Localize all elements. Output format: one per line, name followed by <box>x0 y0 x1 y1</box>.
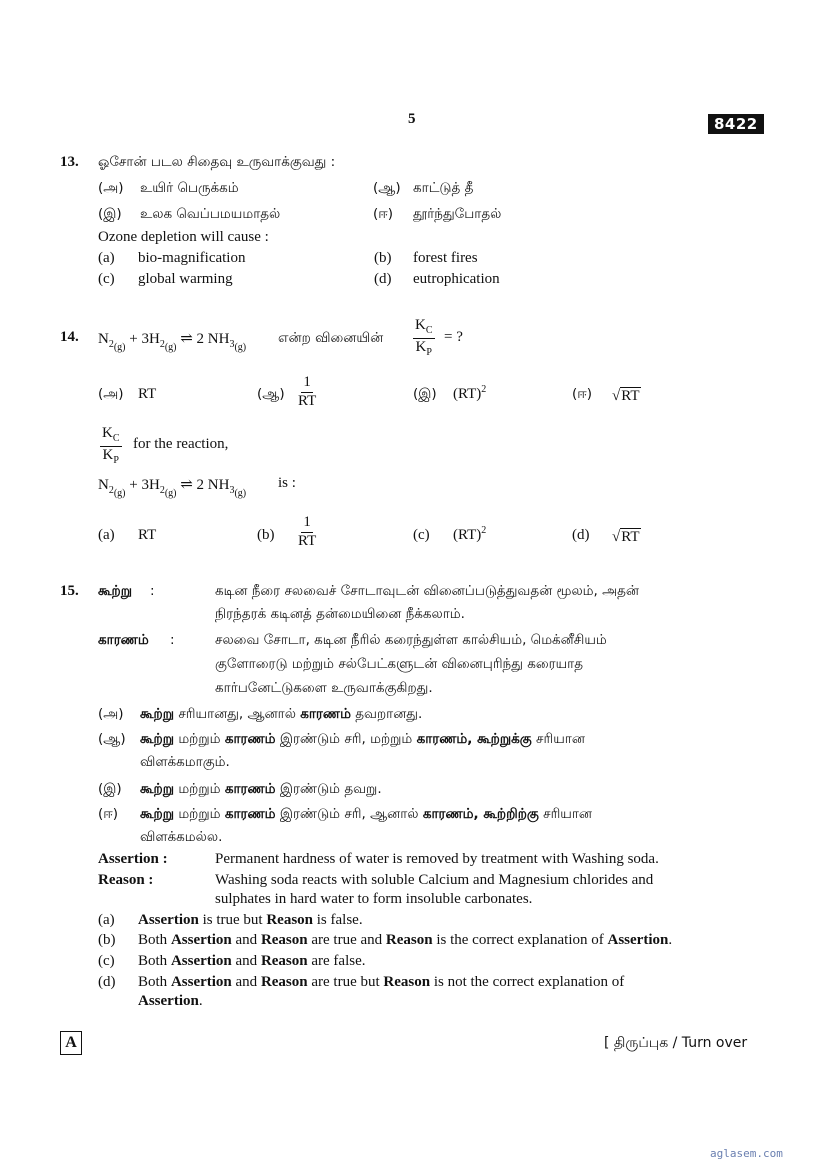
option-label: (இ) <box>413 386 437 402</box>
question-text-english: for the reaction, <box>133 436 229 452</box>
option-rt: RT <box>138 527 157 543</box>
option-label: (ஆ) <box>373 180 401 196</box>
option-label: (அ) <box>98 386 124 402</box>
assertion-label-tamil: கூற்று <box>98 583 133 599</box>
option-text: Both Assertion and Reason are false. <box>138 953 366 969</box>
option-text: கூற்று சரியானது, ஆனால் காரணம் தவறானது. <box>140 706 423 722</box>
reason-label-tamil: காரணம் <box>98 632 149 648</box>
option-label: (a) <box>98 912 115 928</box>
option-label: (d) <box>572 527 590 543</box>
colon: : <box>150 583 155 599</box>
option-label: (ஈ) <box>373 206 394 222</box>
option-text: கூற்று மற்றும் காரணம் இரண்டும் சரி, ஆனால் காரணம், கூற்றிற்கு சரியான <box>140 806 593 822</box>
reason-label-english: Reason : <box>98 872 154 888</box>
option-label: (அ) <box>98 706 124 722</box>
paper-code-badge: 8422 <box>708 114 764 134</box>
option-label: (c) <box>413 527 430 543</box>
option-label: (இ) <box>98 781 122 797</box>
reason-text-tamil: சலவை சோடா, கடின நீரில் கரைந்துள்ள கால்சியம், மெக்னீசியம் <box>215 632 607 648</box>
question-text-tamil: ஓசோன் படல சிதைவு உருவாக்குவது : <box>98 154 336 170</box>
option-one-over-rt: $\frac{1}{RT}$ <box>298 514 317 549</box>
option-label: (ஈ) <box>572 386 593 402</box>
option-text: விளக்கமாகும். <box>140 754 230 770</box>
assertion-text-tamil: கடின நீரை சலவைச் சோடாவுடன் வினைப்படுத்துவதன் மூலம், அதன் <box>215 583 640 599</box>
option-text: விளக்கமல்ல. <box>140 829 223 845</box>
colon: : <box>170 632 175 648</box>
question-text-english: Ozone depletion will cause : <box>98 229 269 245</box>
option-text: Both Assertion and Reason are true and Reason is the correct explanation of Assertion. <box>138 932 673 948</box>
option-sqrt-rt: √RT <box>612 388 640 404</box>
equals-question: = ? <box>444 329 463 345</box>
option-label: (a) <box>98 527 115 543</box>
watermark: aglasem.com <box>710 1147 783 1160</box>
reason-text-english: Washing soda reacts with soluble Calcium and Magnesium chlorides and <box>215 872 654 888</box>
assertion-text-english: Permanent hardness of water is removed by treatment with Washing soda. <box>215 851 659 867</box>
option-label: (a) <box>98 250 115 266</box>
option-rt-squared: (RT)$^2$ <box>453 525 487 543</box>
option-label: (ஆ) <box>257 386 285 402</box>
question-number: 15. <box>60 583 79 599</box>
option-label: (c) <box>98 271 115 287</box>
option-text: Assertion. <box>138 993 203 1009</box>
question-number: 13. <box>60 154 79 170</box>
option-text: eutrophication <box>413 271 500 287</box>
option-text: bio-magnification <box>138 250 246 266</box>
option-text: கூற்று மற்றும் காரணம் இரண்டும் சரி, மற்றும் காரணம், கூற்றுக்கு சரியான <box>140 731 585 747</box>
option-one-over-rt: $\frac{1}{RT}$ <box>298 374 317 409</box>
option-sqrt-rt: √RT <box>612 529 640 545</box>
option-text: Both Assertion and Reason are true but Reason is not the correct explanation of <box>138 974 625 990</box>
option-rt: RT <box>138 386 157 402</box>
option-label: (b) <box>374 250 392 266</box>
question-number: 14. <box>60 329 79 345</box>
reason-text-english: sulphates in hard water to form insoluble carbonates. <box>215 891 533 907</box>
question-text-tamil: என்ற வினையின் <box>278 330 384 346</box>
option-label: (b) <box>257 527 275 543</box>
turn-over: [ திருப்புக / Turn over <box>604 1035 748 1051</box>
option-label: (c) <box>98 953 115 969</box>
page-number: 5 <box>408 111 416 127</box>
assertion-text-tamil: நிரந்தரக் கடினத் தன்மையினை நீக்கலாம். <box>215 606 465 622</box>
kc-kp-fraction: $\frac{K_C}{K_P}$ <box>415 317 433 358</box>
option-text: உலக வெப்பமயமாதல் <box>140 206 281 222</box>
option-label: (ஈ) <box>98 806 119 822</box>
option-label: (d) <box>374 271 392 287</box>
option-text: உயிர் பெருக்கம் <box>140 180 239 196</box>
option-label: (ஆ) <box>98 731 126 747</box>
option-label: (b) <box>98 932 116 948</box>
option-label: (இ) <box>98 206 122 222</box>
question-text-english: is : <box>278 475 296 491</box>
option-text: தூர்ந்துபோதல் <box>413 206 502 222</box>
option-text: forest fires <box>413 250 478 266</box>
option-text: Assertion is true but Reason is false. <box>138 912 363 928</box>
option-text: காட்டுத் தீ <box>413 180 474 196</box>
assertion-label-english: Assertion : <box>98 851 168 867</box>
kc-kp-fraction: $\frac{K_C}{K_P}$ <box>102 425 120 466</box>
series-box: A <box>60 1031 82 1055</box>
option-text: global warming <box>138 271 233 287</box>
option-text: கூற்று மற்றும் காரணம் இரண்டும் தவறு. <box>140 781 382 797</box>
option-rt-squared: (RT)$^2$ <box>453 384 487 402</box>
option-label: (அ) <box>98 180 124 196</box>
option-label: (d) <box>98 974 116 990</box>
chemical-equation: $N_{2_{(g)}} + 3H_{2_{(g)}}$ ⇌ 2 $NH_{3_{(g)}}$ <box>98 477 247 499</box>
reason-text-tamil: கார்பனேட்டுகளை உருவாக்குகிறது. <box>215 680 433 696</box>
chemical-equation: $N_{2_{(g)}} + 3H_{2_{(g)}}$ ⇌ 2 $NH_{3_{(g)}}$ <box>98 331 247 353</box>
reason-text-tamil: குளோரைடு மற்றும் சல்பேட்களுடன் வினைபுரிந்து கரையாத <box>215 656 584 672</box>
